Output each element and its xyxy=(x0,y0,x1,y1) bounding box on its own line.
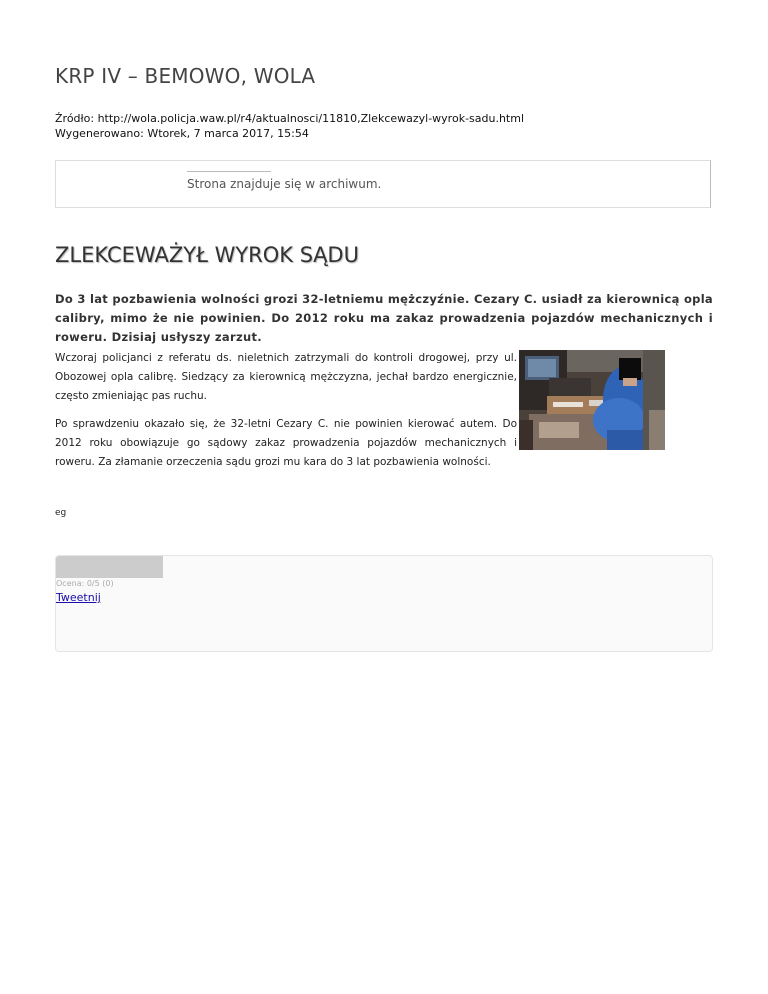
article-paragraph: Po sprawdzeniu okazało się, że 32-letni Cezary C. nie powinien kierować autem. Do 2012 roku obowiązuje go sądowy zakaz prowadzenia pojazdów mechanicznych i roweru. Za złamanie orzeczenia sądu grozi mu kara do 3 lat pozbawienia wolności. xyxy=(55,418,517,468)
article-lead: Do 3 lat pozbawienia wolności grozi 32-letniemu mężczyźnie. Cezary C. usiadł za kierownicą opla calibry, mimo że nie powinien. Do 2012 roku ma zakaz prowadzenia pojazdów mechanicznych i roweru. Dzisiaj usłyszy zarzut. xyxy=(55,292,713,344)
source-line: Źródło: http://wola.policja.waw.pl/r4/aktualnosci/11810,Zlekcewazyl-wyrok-sadu.html xyxy=(55,112,525,125)
site-title: KRP IV – BEMOWO, WOLA xyxy=(55,64,316,88)
rating-text: Ocena: 0/5 (0) xyxy=(56,579,114,588)
article-title: ZLEKCEWAŻYŁ WYROK SĄDU xyxy=(55,243,359,267)
generated-line: Wygenerowano: Wtorek, 7 marca 2017, 15:54 xyxy=(55,127,309,140)
article-photo-image xyxy=(519,350,665,450)
tweet-link[interactable]: Tweetnij xyxy=(56,591,101,604)
article-photo xyxy=(519,350,665,450)
archive-divider xyxy=(187,171,271,172)
article-paragraph: Wczoraj policjanci z referatu ds. nieletnich zatrzymali do kontroli drogowej, przy ul. Obozowej opla calibrę. Siedzący za kierownicą mężczyzna, jechał bardzo energicznie, często zmieniając pas ruchu. xyxy=(55,352,517,402)
archive-notice-box xyxy=(55,160,711,208)
document-meta xyxy=(55,111,524,141)
rating-box xyxy=(55,555,713,652)
rating-stars-bar[interactable] xyxy=(56,556,163,578)
article-author: eg xyxy=(55,508,67,518)
archive-notice: Strona znajduje się w archiwum. xyxy=(187,177,382,191)
